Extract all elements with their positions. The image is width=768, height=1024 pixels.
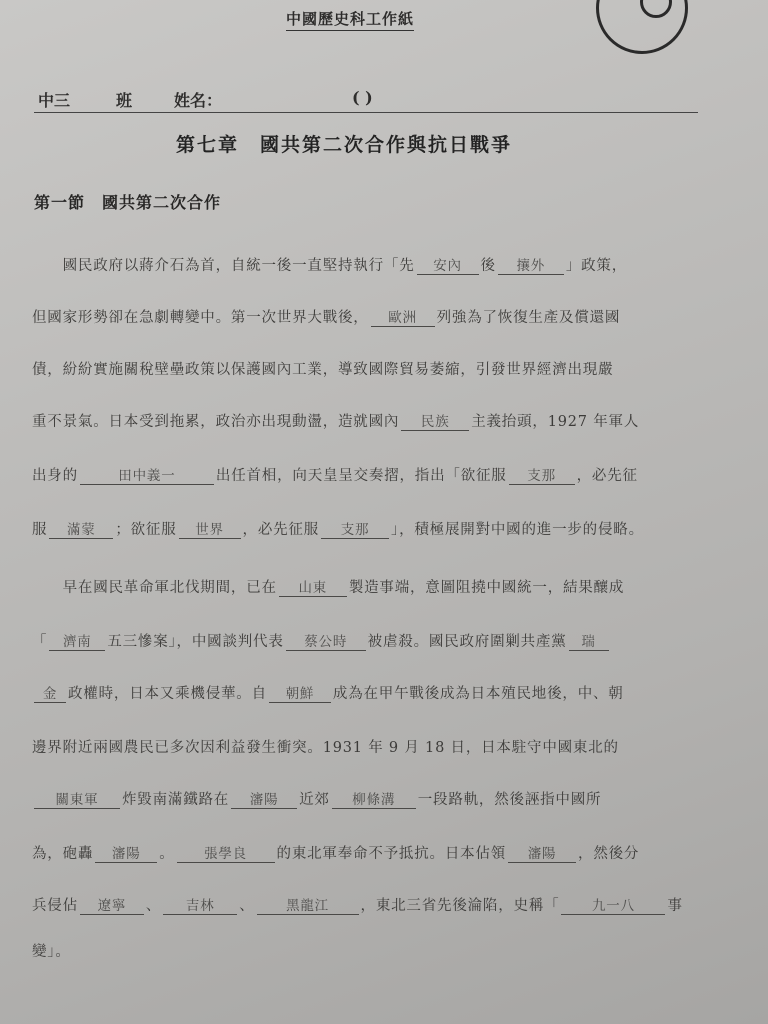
class-suffix: 班: [116, 91, 133, 110]
passage-text-segment: ，必先征: [576, 468, 638, 484]
answer-blank[interactable]: 朝鮮: [269, 686, 331, 703]
passage-text-segment: ，然後分: [578, 846, 640, 862]
answer-blank[interactable]: 遼寧: [80, 898, 144, 915]
chapter-title: 第七章 國共第二次合作與抗日戰爭: [176, 134, 513, 156]
answer-blank[interactable]: 民族: [401, 414, 469, 431]
passage-line: [32, 410, 639, 431]
passage-text-segment: 」，積極展開對中國的進一步的侵略。: [391, 522, 644, 538]
passage-line: [32, 518, 644, 539]
passage-text-segment: ，必先征服: [242, 522, 320, 538]
passage-text-segment: 主義抬頭，1927 年軍人: [471, 414, 640, 430]
student-info-row: [34, 86, 698, 113]
passage-line: [32, 630, 611, 651]
answer-blank[interactable]: 安內: [417, 258, 479, 275]
passage-text-segment: 早在國民革命軍北伐期間，已在: [32, 580, 277, 596]
passage-text-segment: 事: [667, 898, 683, 914]
answer-blank[interactable]: 關東軍: [34, 792, 120, 809]
passage-text-segment: 兵侵佔: [32, 898, 78, 914]
answer-blank[interactable]: 瀋陽: [508, 846, 576, 863]
passage-line: [32, 894, 683, 915]
worksheet-title: 中國歷史科工作紙: [286, 8, 414, 31]
passage-line: [32, 788, 601, 809]
passage-text-segment: 」政策，: [565, 258, 628, 274]
class-label: 中三: [38, 91, 71, 110]
answer-blank[interactable]: 九一八: [561, 898, 665, 915]
answer-blank[interactable]: 瀋陽: [231, 792, 297, 809]
passage-text-segment: ，東北三省先後淪陷，史稱「: [360, 898, 560, 914]
answer-blank[interactable]: 柳條溝: [332, 792, 416, 809]
passage-line: [32, 576, 624, 597]
answer-blank[interactable]: 金: [34, 686, 66, 703]
answer-blank[interactable]: 田中義一: [80, 468, 214, 485]
passage-line: [32, 306, 620, 327]
passage-text-segment: 為，砲轟: [32, 846, 94, 862]
passage-text-segment: 一段路軌，然後誣指中國所: [417, 792, 602, 808]
answer-blank[interactable]: 濟南: [49, 634, 105, 651]
passage-line: [32, 358, 613, 379]
passage-text-segment: 後: [480, 258, 496, 274]
passage-text-segment: 成為在甲午戰後成為日本殖民地後，中、朝: [332, 686, 624, 702]
answer-blank[interactable]: 攘外: [498, 258, 564, 275]
answer-blank[interactable]: 支那: [509, 468, 575, 485]
passage-text-segment: 出身的: [32, 468, 78, 484]
passage-text-segment: 被虐殺。國民政府圍剿共產黨: [367, 634, 567, 650]
passage-text-segment: 出任首相，向天皇呈交奏摺，指出「欲征服: [215, 468, 507, 484]
passage-line: [32, 736, 619, 757]
answer-blank[interactable]: 蔡公時: [286, 634, 366, 651]
passage-text-segment: 政權時，日本又乘機侵華。自: [68, 686, 267, 702]
answer-blank[interactable]: 山東: [279, 580, 347, 597]
passage-text-segment: 製造事端，意圖阻撓中國統一，結果釀成: [348, 580, 625, 596]
passage-text-segment: 邊界附近兩國農民已多次因利益發生衝突。1931 年 9 月 18 日，日本駐守中國東北的: [32, 740, 619, 756]
passage-text-segment: ；欲征服: [115, 522, 177, 538]
passage-text-segment: 國民政府以蔣介石為首，自統一後一直堅持執行「先: [32, 258, 415, 274]
passage-line: [32, 464, 638, 485]
passage-text-segment: 。: [159, 846, 175, 862]
class-number-bracket: ( ): [352, 88, 373, 107]
passage-text-segment: 列強為了恢復生產及償還國: [436, 310, 621, 326]
passage-line: [32, 940, 71, 961]
answer-blank[interactable]: 世界: [179, 522, 241, 539]
passage-text-segment: 的東北軍奉命不予抵抗。日本佔領: [276, 846, 507, 862]
answer-blank[interactable]: 滿蒙: [49, 522, 113, 539]
passage-text-segment: 五三慘案」，中國談判代表: [107, 634, 284, 650]
passage-line: [32, 254, 627, 275]
section-title: 第一節 國共第二次合作: [34, 193, 222, 212]
passage-text-segment: 但國家形勢卻在急劇轉變中。第一次世界大戰後，: [32, 310, 369, 326]
passage-text-segment: 債，紛紛實施關稅壁壘政策以保護國內工業，導致國際貿易萎縮，引發世界經濟出現嚴: [32, 362, 614, 378]
passage-text-segment: 變」。: [32, 944, 71, 960]
passage-text-segment: 近郊: [299, 792, 330, 808]
passage-text-segment: 、: [239, 898, 255, 914]
passage-line: [32, 842, 639, 863]
passage-text-segment: 炸毀南滿鐵路在: [122, 792, 230, 808]
answer-blank[interactable]: 瀋陽: [95, 846, 157, 863]
answer-blank[interactable]: 歐洲: [371, 310, 435, 327]
answer-blank[interactable]: 瑞: [569, 634, 609, 651]
answer-blank[interactable]: 吉林: [163, 898, 237, 915]
passage-text-segment: 、: [145, 898, 162, 914]
answer-blank[interactable]: 黑龍江: [257, 898, 359, 915]
passage-line: [32, 682, 624, 703]
passage-text-segment: 服: [32, 522, 48, 538]
name-label: 姓名：: [174, 91, 223, 110]
passage-text-segment: 重不景氣。日本受到拖累，政治亦出現動盪，造就國內: [32, 414, 400, 430]
answer-blank[interactable]: 張學良: [177, 846, 275, 863]
passage-text-segment: 「: [32, 634, 48, 650]
answer-blank[interactable]: 支那: [321, 522, 389, 539]
